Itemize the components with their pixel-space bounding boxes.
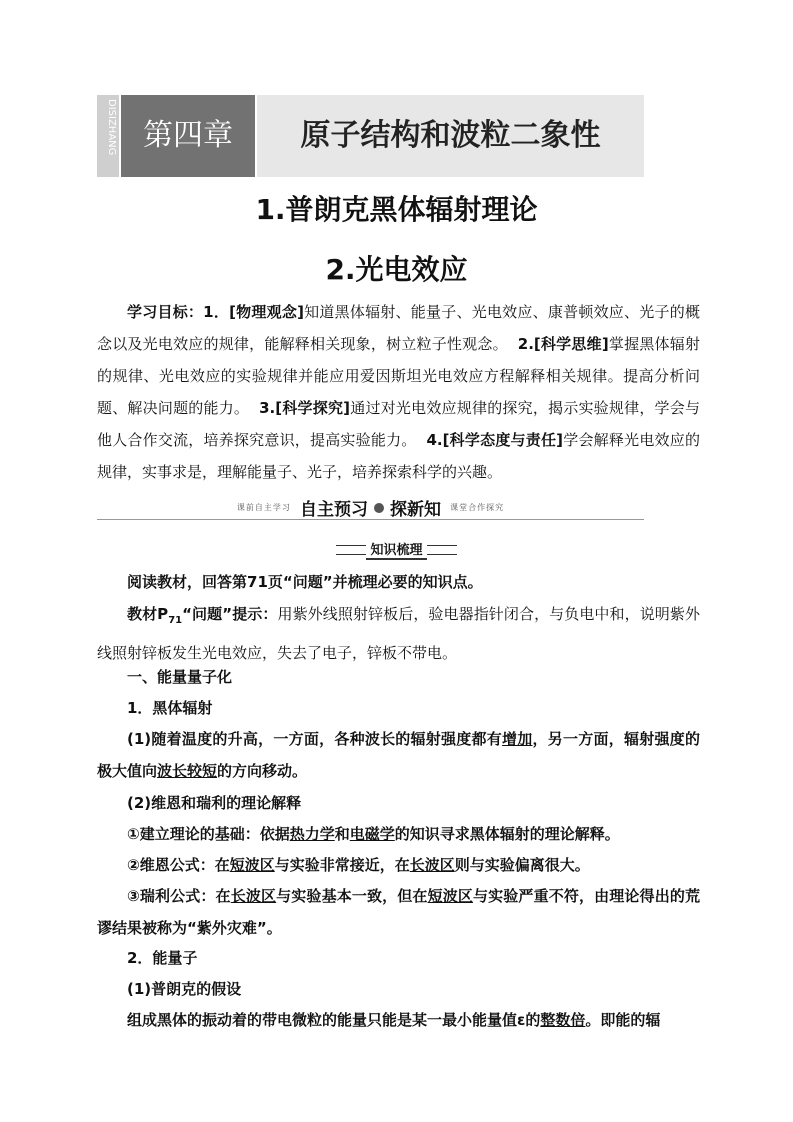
p1-underline-1: 增加 <box>502 730 533 748</box>
p3-text-b: 和 <box>334 825 350 843</box>
p4-underline-2: 长波区 <box>409 856 455 874</box>
paragraph-4 <box>127 849 700 881</box>
paragraph-7 <box>127 1004 700 1036</box>
p4-underline-1: 短波区 <box>229 856 275 874</box>
p1-text-a: (1)随着温度的升高，一方面，各种波长的辐射强度都有 <box>127 730 503 748</box>
objective-text-2: 掌握黑体辐射的规律、光电效应的实验规律并能应用爱因斯坦光电效应方程解释相关规律。提高分析问题、解决问题的能力。 <box>97 335 700 417</box>
p5-text-c: 与实验严重不符，由理论得出的荒谬结果被称为“紫外灾难”。 <box>97 887 700 937</box>
p5-text-b: 与实验基本一致，但在 <box>276 887 428 905</box>
paragraph-3 <box>127 818 700 850</box>
strip-title-a: 自主预习 <box>300 500 368 520</box>
objective-text-1: 知道黑体辐射、能量子、光电效应、康普顿效应、光子的概念以及光电效应的规律，能解释相关现象，树立粒子性观念。 <box>97 303 700 353</box>
p7-text-a: 组成黑体的振动着的带电微粒的能量只能是某一最小能量值ε的 <box>127 1011 541 1029</box>
objective-tag-1: [物理观念] <box>229 303 304 321</box>
strip-dot-icon <box>374 503 384 513</box>
chapter-banner <box>97 95 644 177</box>
hint-label: 教材P <box>127 605 169 623</box>
paragraph-6: (1)普朗克的假设 <box>127 980 242 998</box>
p3-text-c: 的知识寻求黑体辐射的理论解释。 <box>394 825 620 843</box>
p4-text-c: 则与实验偏离很大。 <box>454 856 590 874</box>
section-title-1: 1.普朗克黑体辐射理论 <box>255 193 538 226</box>
textbook-hint <box>97 598 700 669</box>
chapter-title: 原子结构和波粒二象性 <box>257 95 644 177</box>
objective-tag-2: 2.[科学思维] <box>517 335 609 353</box>
p1-underline-2: 波长较短 <box>157 762 218 780</box>
p3-underline-2: 电磁学 <box>349 825 395 843</box>
p7-text-b: 。即能的辐 <box>585 1011 661 1029</box>
strip-left-text: 课前自主学习 <box>236 503 291 512</box>
tag-bar-right <box>427 545 457 555</box>
p5-text-a: ③瑞利公式：在 <box>127 887 231 905</box>
hint-page-sub: 71 <box>168 615 183 626</box>
read-instruction: 阅读教材，回答第71页“问题”并梳理必要的知识点。 <box>127 573 483 591</box>
strip-title-b: 探新知 <box>390 500 441 520</box>
p5-underline-2: 短波区 <box>427 887 473 905</box>
p4-text-a: ②维恩公式：在 <box>127 856 230 874</box>
section-divider <box>97 519 644 520</box>
objective-tag-3: 3.[科学探究] <box>259 399 351 417</box>
section-strip <box>97 495 644 520</box>
heading-energy-quantization: 一、能量量子化 <box>127 668 233 686</box>
heading-blackbody: 1．黑体辐射 <box>127 699 213 717</box>
knowledge-tag <box>0 539 793 560</box>
hint-label-2: “问题”提示： <box>182 605 278 623</box>
learning-objectives <box>97 296 700 488</box>
chapter-number: 第四章 <box>121 95 255 177</box>
objectives-label: 学习目标：1． <box>127 303 230 321</box>
p7-underline: 整数倍 <box>540 1011 586 1029</box>
p4-text-b: 与实验非常接近，在 <box>274 856 410 874</box>
p1-text-b: ，另一方面，辐射强度的极大值向 <box>97 730 700 780</box>
objective-text-4: 学会解释光电效应的规律，实事求是，理解能量子、光子，培养探索科学的兴趣。 <box>97 431 700 481</box>
paragraph-1 <box>97 723 700 787</box>
p1-text-c: 的方向移动。 <box>217 762 308 780</box>
tag-bar-left <box>336 545 366 555</box>
paragraph-5 <box>97 880 700 944</box>
paragraph-2: (2)维恩和瑞利的理论解释 <box>127 794 302 812</box>
banner-side-strip <box>97 95 119 177</box>
strip-right-text: 课堂合作探究 <box>450 503 505 512</box>
section-title-2: 2.光电效应 <box>325 253 468 286</box>
objective-tag-4: 4.[科学态度与责任] <box>426 431 564 449</box>
banner-side-text: DISIZHANG <box>106 99 117 156</box>
objective-text-3: 通过对光电效应规律的探究，揭示实验规律，学会与他人合作交流，培养探究意识，提高实验能力。 <box>97 399 700 449</box>
p3-underline-1: 热力学 <box>289 825 335 843</box>
knowledge-tag-label: 知识梳理 <box>366 539 426 560</box>
p5-underline-1: 长波区 <box>230 887 277 905</box>
heading-energy-quantum: 2．能量子 <box>127 949 198 967</box>
p3-text-a: ①建立理论的基础：依据 <box>127 825 290 843</box>
hint-text: 用紫外线照射锌板后，验电器指针闭合，与负电中和，说明紫外线照射锌板发生光电效应，失去了电子，锌板不带电。 <box>97 605 700 662</box>
